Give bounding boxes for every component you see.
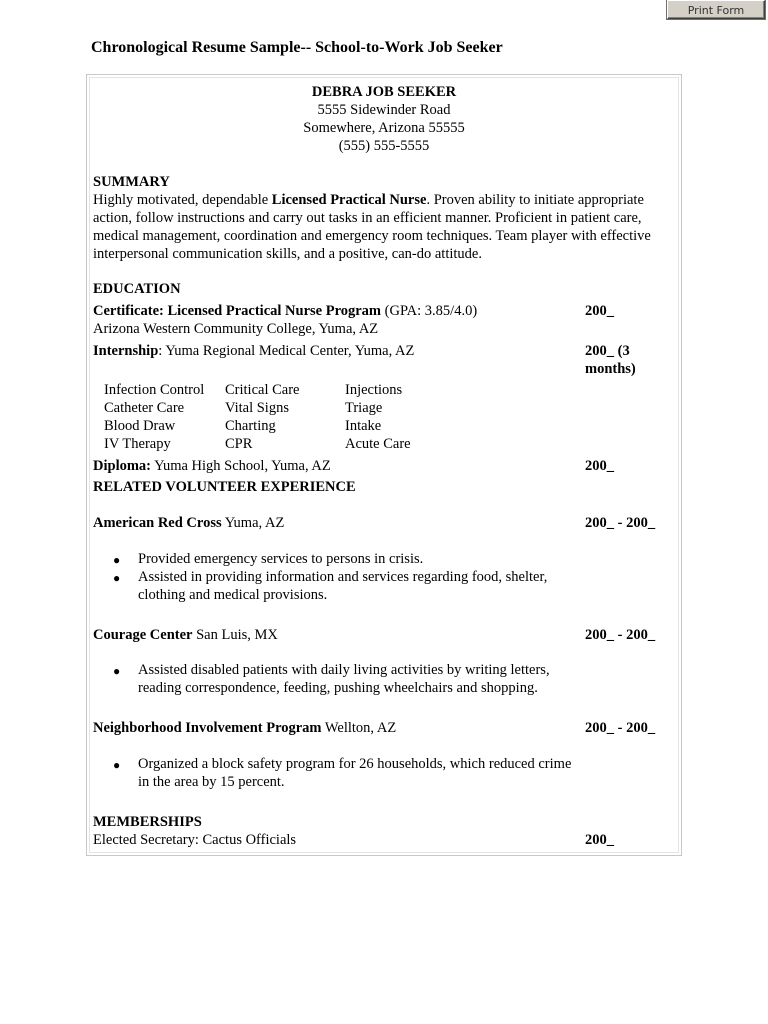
skill-item: Triage <box>345 400 383 416</box>
resume-address: 5555 Sidewinder Road <box>317 102 451 118</box>
internship-line <box>93 342 414 360</box>
resume-name: DEBRA JOB SEEKER <box>311 84 457 100</box>
job-org: Neighborhood Involvement Program <box>93 720 322 736</box>
summary-text <box>93 191 678 263</box>
job-org: American Red Cross <box>93 515 222 531</box>
skill-item: Blood Draw <box>104 418 176 434</box>
job-bullet: Assisted disabled patients with daily living activities by writing letters, reading correspondence, feeding, pushing wheelchairs and shopping. <box>138 662 550 696</box>
membership-item: Elected Secretary: Cactus Officials <box>93 832 297 848</box>
job-date: 200_ - 200_ <box>585 627 656 643</box>
job-location: Yuma, AZ <box>221 515 285 531</box>
education-heading: EDUCATION <box>93 281 181 297</box>
internship-label: Internship <box>93 343 159 359</box>
job-title-line <box>93 719 396 737</box>
skill-item: Catheter Care <box>104 400 185 416</box>
internship-date-line2: months) <box>585 361 636 377</box>
skill-item: Infection Control <box>104 382 205 398</box>
resume-phone: (555) 555-5555 <box>338 138 430 154</box>
certificate-school: Arizona Western Community College, Yuma, AZ <box>93 321 379 337</box>
diploma-line <box>93 457 331 475</box>
certificate-gpa: (GPA: 3.85/4.0) <box>381 303 478 319</box>
volunteer-heading: RELATED VOLUNTEER EXPERIENCE <box>93 479 356 495</box>
diploma-label: Diploma: <box>93 458 151 474</box>
internship-date-line1: 200_ (3 <box>585 343 630 359</box>
skill-item: Charting <box>225 418 276 434</box>
certificate-line <box>93 302 477 320</box>
job-location: San Luis, MX <box>192 627 278 643</box>
job-date: 200_ - 200_ <box>585 720 656 736</box>
summary-text-pre: Highly motivated, dependable <box>93 192 272 208</box>
bullet-dot-icon: ● <box>113 664 121 678</box>
skill-item: Critical Care <box>225 382 300 398</box>
memberships-heading: MEMBERSHIPS <box>93 814 202 830</box>
job-title-line <box>93 626 278 644</box>
bullet-dot-icon: ● <box>113 571 121 585</box>
membership-date: 200_ <box>585 832 614 848</box>
job-title-line <box>93 514 284 532</box>
certificate-date: 200_ <box>585 303 614 319</box>
summary-text-post: . Proven ability to initiate appropriate action, follow instructions and carry out tasks in an efficient manner. Proficient in patient care, medical management, coordination and emergency room techniques. Team player with effective interpersonal communication skills, and a positive, can-do attitude. <box>93 192 651 262</box>
skill-item: Intake <box>345 418 382 434</box>
skill-item: Acute Care <box>345 436 411 452</box>
bullet-dot-icon: ● <box>113 553 121 567</box>
internship-place: : Yuma Regional Medical Center, Yuma, AZ <box>158 343 415 359</box>
skill-item: IV Therapy <box>104 436 171 452</box>
resume-city: Somewhere, Arizona 55555 <box>303 120 465 136</box>
summary-heading: SUMMARY <box>93 174 170 190</box>
job-bullet: Assisted in providing information and services regarding food, shelter, clothing and medical provisions. <box>138 569 548 603</box>
job-bullet: Organized a block safety program for 26 households, which reduced crime in the area by 15 percent. <box>138 756 572 790</box>
skill-item: CPR <box>225 436 253 452</box>
diploma-school: Yuma High School, Yuma, AZ <box>151 458 331 474</box>
page-title: Chronological Resume Sample-- School-to-Work Job Seeker <box>91 39 503 56</box>
print-form-button[interactable]: Print Form <box>667 0 765 19</box>
job-org: Courage Center <box>93 627 193 643</box>
certificate-label: Certificate: Licensed Practical Nurse Program <box>93 303 382 319</box>
diploma-date: 200_ <box>585 458 614 474</box>
bullet-dot-icon: ● <box>113 758 121 772</box>
skill-item: Injections <box>345 382 403 398</box>
skill-item: Vital Signs <box>225 400 289 416</box>
job-location: Wellton, AZ <box>321 720 397 736</box>
summary-text-bold: Licensed Practical Nurse <box>271 192 427 208</box>
job-bullet: Provided emergency services to persons in crisis. <box>138 551 424 567</box>
job-date: 200_ - 200_ <box>585 515 656 531</box>
